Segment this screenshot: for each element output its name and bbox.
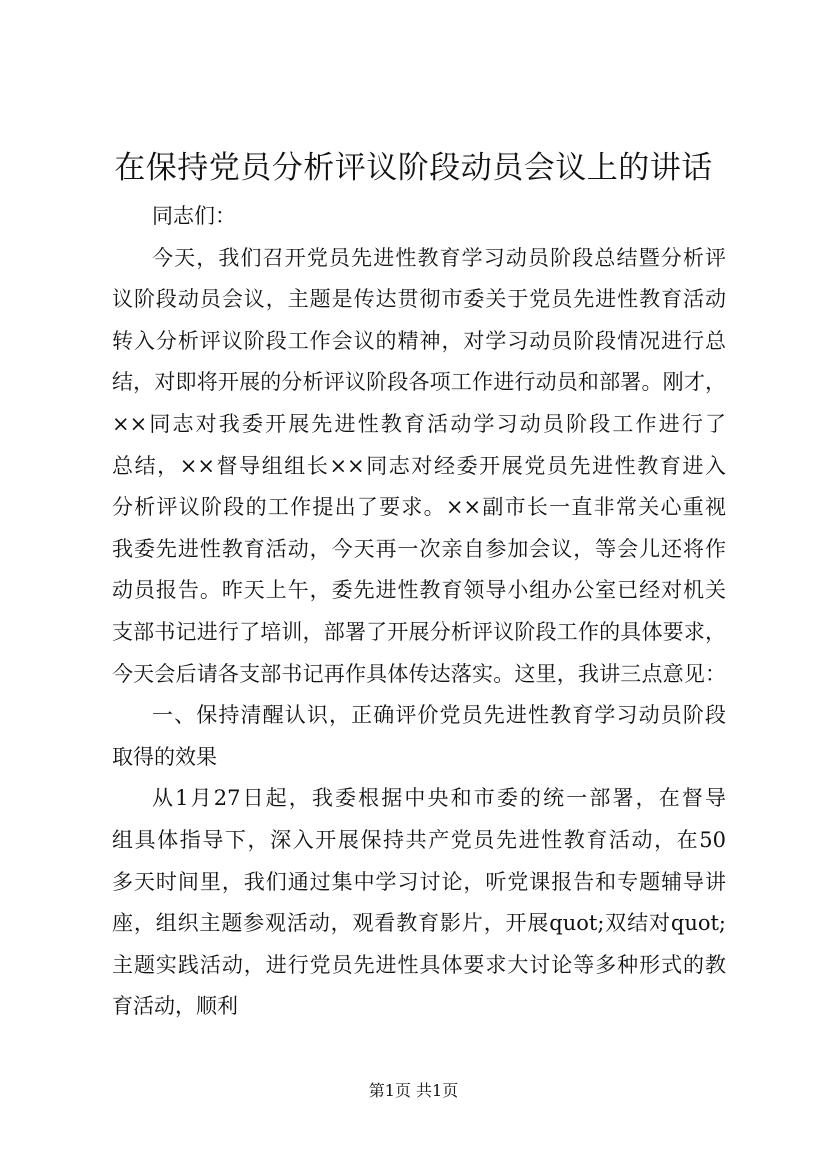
paragraph-line: 组具体指导下，深入开展保持共产党员先进性教育活动，在50 (112, 827, 726, 852)
paragraph-line: 今天会后请各支部书记再作具体传达落实。这里，我讲三点意见： (112, 661, 726, 686)
paragraph-line: ××同志对我委开展先进性教育活动学习动员阶段工作进行了 (112, 411, 726, 436)
section-heading-line: 取得的效果 (112, 744, 217, 769)
paragraph-line: 今天，我们召开党员先进性教育学习动员阶段总结暨分析评 (152, 245, 726, 270)
paragraph-line: 分析评议阶段的工作提出了要求。××副市长一直非常关心重视 (112, 495, 726, 520)
section-heading-line: 一、保持清醒认识，正确评价党员先进性教育学习动员阶段 (152, 703, 726, 728)
paragraph-line: 总结，××督导组组长××同志对经委开展党员先进性教育进入 (112, 453, 726, 478)
paragraph-line: 我委先进性教育活动，今天再一次亲自参加会议，等会儿还将作 (112, 536, 726, 561)
document-body (112, 196, 726, 1028)
paragraph-line: 动员报告。昨天上午，委先进性教育领导小组办公室已经对机关 (112, 578, 726, 603)
paragraph-line: 支部书记进行了培训，部署了开展分析评议阶段工作的具体要求， (112, 619, 726, 644)
paragraph-line: 座，组织主题参观活动，观看教育影片，开展quot;双结对quot; (112, 911, 726, 936)
paragraph-line: 结，对即将开展的分析评议阶段各项工作进行动员和部署。刚才， (112, 370, 726, 395)
document-title: 在保持党员分析评议阶段动员会议上的讲话 (114, 150, 713, 186)
paragraph-line: 议阶段动员会议，主题是传达贯彻市委关于党员先进性教育活动 (112, 287, 726, 312)
paragraph-line: 育活动，顺利 (112, 994, 238, 1019)
paragraph-line: 主题实践活动，进行党员先进性具体要求大讨论等多种形式的教 (112, 952, 726, 977)
paragraph-line: 从1月27日起，我委根据中央和市委的统一部署，在督导 (152, 786, 726, 811)
page-footer: 第1页 共1页 (368, 1081, 459, 1100)
paragraph-line: 转入分析评议阶段工作会议的精神，对学习动员阶段情况进行总 (112, 328, 726, 353)
salutation-line: 同志们： (152, 204, 236, 228)
paragraph-line: 多天时间里，我们通过集中学习讨论，听党课报告和专题辅导讲 (112, 869, 726, 894)
